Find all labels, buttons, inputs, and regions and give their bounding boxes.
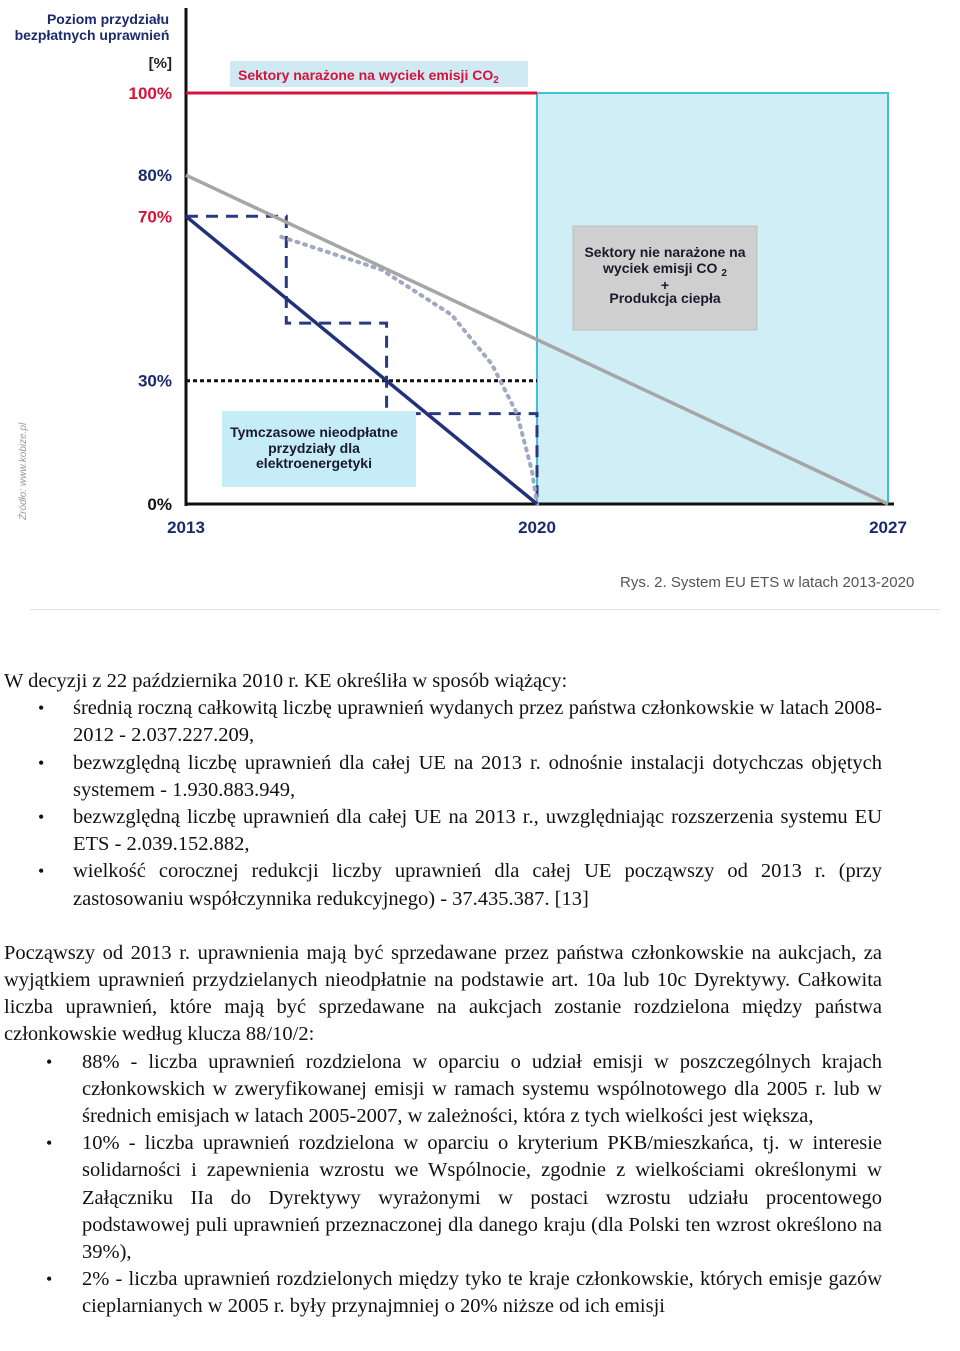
list-item-text: 2% - liczba uprawnień rozdzielonych między tyko te kraje członkowskie, których emisje gazów cieplarnianych w 2005 r. były przynajmniej o 20% niższe od ich emisji bbox=[82, 1268, 882, 1318]
auction-paragraph: Począwszy od 2013 r. uprawnienia mają być sprzedawane przez państwa członkowskie na aukcjach, za wyjątkiem uprawnień przydzielanych nieodpłatnie na podstawie art. 10a lub 10c Dyrektywy. Całkowita liczba uprawnień, które mają być sprzedawane na aukcjach zostanie rozdzielona między państwa członkowskie według klucza 88/10/2: bbox=[4, 941, 882, 1046]
temporary-allocation-label: elektroenergetyki bbox=[256, 455, 372, 471]
list-item-text: 10% - liczba uprawnień rozdzielona w oparciu o kryterium PKB/mieszkańca, tj. w interesie solidarności i zapewnienia wzrostu we Wspólnocie, zgodnie z wielkościami określonymi w Załączniku IIa do Dyrektywy wyrażonymi w postaci wzrostu udziału procentowego podstawowej puli uprawnień przeznaczonej dla danego kraju (dla Polski ten wzrost określono na 39%), bbox=[82, 1132, 882, 1264]
bullet-icon: • bbox=[46, 1269, 53, 1290]
list-item bbox=[4, 695, 882, 749]
y-axis-title: Poziom przydziału bbox=[46, 11, 170, 27]
non-leakage-label: + bbox=[660, 277, 670, 293]
x-tick-label: 2020 bbox=[518, 518, 556, 537]
list-item-text: 88% - liczba uprawnień rozdzielona w oparciu o udział emisji w poszczególnych krajach członkowskich w zweryfikowanej emisji w ramach systemu wspólnotowego dla 2005 r. lub w średnich emisjach w latach 2005-2007, w zależności, która z tych wielkości jest większa, bbox=[82, 1050, 882, 1128]
non-leakage-label: Produkcja ciepła bbox=[609, 290, 721, 306]
non-leakage-label: Sektory nie narażone na bbox=[584, 244, 746, 260]
bullet-icon: • bbox=[38, 752, 45, 773]
y-tick-label: 80% bbox=[137, 166, 172, 186]
y-tick-label: 0% bbox=[147, 495, 172, 514]
bullet-icon: • bbox=[38, 807, 45, 828]
key-list bbox=[4, 1049, 882, 1321]
y-axis-title: bezpłatnych uprawnień bbox=[14, 27, 170, 43]
list-item bbox=[4, 858, 882, 912]
list-item-text: średnią roczną całkowitą liczbę uprawnień wydanych przez państwa członkowskie w latach 2008-2012 - 2.037.227.209, bbox=[73, 697, 882, 747]
bullet-icon: • bbox=[38, 861, 45, 882]
x-tick-label: 2013 bbox=[167, 518, 205, 537]
list-item bbox=[4, 750, 882, 804]
list-item bbox=[4, 804, 882, 858]
list-item-text: bezwzględną liczbę uprawnień dla całej UE na 2013 r. odnośnie instalacji dotychczas objętych systemem - 1.930.883.949, bbox=[73, 751, 882, 801]
figure-divider bbox=[30, 609, 940, 610]
list-item-text: bezwzględną liczbę uprawnień dla całej UE na 2013 r., uwzględniając rozszerzenia systemu EU ETS - 2.039.152.882, bbox=[73, 806, 882, 856]
intro-paragraph: W decyzji z 22 października 2010 r. KE określiła w sposób wiążący: bbox=[4, 670, 568, 692]
y-axis-unit: [%] bbox=[148, 55, 172, 72]
list-item bbox=[4, 1049, 882, 1131]
figure-caption: Rys. 2. System EU ETS w latach 2013-2020 bbox=[620, 574, 915, 591]
leakage-label: Sektory narażone na wyciek emisji $CO_2$ bbox=[238, 67, 499, 86]
y-tick-label: 30% bbox=[137, 371, 172, 391]
y-tick-label: 100% bbox=[128, 84, 172, 103]
temporary-allocation-label: przydziały dla bbox=[268, 440, 360, 456]
non-leakage-label: wyciek emisji CO $_2$ bbox=[603, 260, 727, 279]
bullet-icon: • bbox=[46, 1051, 53, 1072]
list-item-text: wielkość corocznej redukcji liczby uprawnień dla całej UE począwszy od 2013 r. (przy zastosowaniu współczynnika redukcyjnego) - 37.435.387. [13] bbox=[73, 860, 882, 910]
decision-list bbox=[4, 695, 882, 913]
list-item bbox=[4, 1266, 882, 1320]
body-text bbox=[4, 668, 882, 1321]
watermark: Źródło: www.kobize.pl bbox=[18, 422, 29, 520]
chart bbox=[0, 0, 960, 570]
figure bbox=[0, 0, 960, 620]
bullet-icon: • bbox=[46, 1133, 53, 1154]
list-item bbox=[4, 1130, 882, 1266]
x-tick-label: 2027 bbox=[869, 518, 907, 537]
bullet-icon: • bbox=[38, 698, 45, 719]
y-tick-label: 70% bbox=[137, 207, 172, 227]
temporary-allocation-label: Tymczasowe nieodpłatne bbox=[230, 424, 398, 440]
